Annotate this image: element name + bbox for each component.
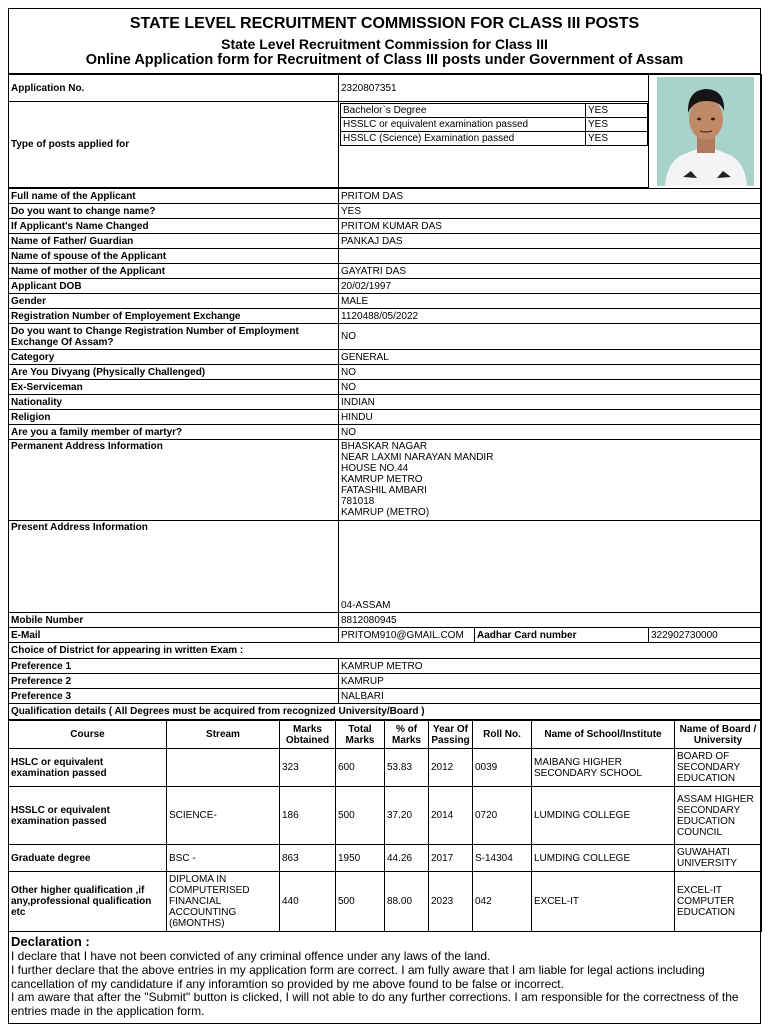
qualification-row (9, 872, 762, 932)
field-label: Category (9, 350, 339, 365)
qualification-board: GUWAHATI UNIVERSITY (675, 845, 762, 872)
post-value: YES (586, 118, 648, 132)
district-heading: Choice of District for appearing in written Exam : (9, 643, 762, 659)
qualification-heading-row (9, 704, 762, 720)
posts-cell (339, 102, 649, 188)
qualification-roll: S-14304 (473, 845, 532, 872)
commission-title: STATE LEVEL RECRUITMENT COMMISSION FOR CLASS III POSTS (129, 15, 640, 32)
qualification-marks: 186 (280, 787, 336, 845)
field-value: NO (339, 365, 762, 380)
qualification-pct: 53.83 (385, 749, 429, 787)
field-value: MALE (339, 294, 762, 309)
qualification-year: 2014 (429, 787, 473, 845)
aadhar-label: Aadhar Card number (475, 628, 649, 643)
field-label: If Applicant's Name Changed (9, 219, 339, 234)
field-row (9, 380, 762, 395)
qualification-total: 500 (336, 872, 385, 932)
address-line: NEAR LAXMI NARAYAN MANDIR (341, 452, 494, 463)
post-name: HSSLC (Science) Examination passed (341, 132, 586, 146)
field-value: 20/02/1997 (339, 279, 762, 294)
posts-label: Type of posts applied for (9, 102, 339, 188)
field-row (9, 234, 762, 249)
applicant-photo (657, 77, 754, 186)
applicant-details-table (8, 74, 762, 720)
qualification-pct: 44.26 (385, 845, 429, 872)
aadhar-value: 322902730000 (649, 628, 762, 643)
qualification-table (8, 720, 762, 932)
qualification-column-header: Stream (167, 721, 280, 749)
qualification-marks: 323 (280, 749, 336, 787)
field-value: NO (339, 324, 762, 350)
permanent-address-value (339, 440, 762, 521)
field-label: Name of mother of the Applicant (9, 264, 339, 279)
field-row (9, 309, 762, 324)
field-label: Name of spouse of the Applicant (9, 249, 339, 264)
qualification-course: Other higher qualification ,if any,professional qualification etc (9, 872, 167, 932)
field-row (9, 219, 762, 234)
present-address-value: 04-ASSAM (339, 521, 762, 613)
qualification-column-header: Name of Board / University (675, 721, 762, 749)
qualification-course: HSLC or equivalent examination passed (9, 749, 167, 787)
qualification-pct: 37.20 (385, 787, 429, 845)
email-row (9, 628, 762, 643)
present-address-label: Present Address Information (9, 521, 339, 613)
qualification-row (9, 749, 762, 787)
qualification-stream (167, 749, 280, 787)
declaration-section (9, 932, 760, 1022)
district-heading-row (9, 643, 762, 659)
qualification-column-header: Course (9, 721, 167, 749)
field-label: Full name of the Applicant (9, 189, 339, 204)
qualification-marks: 863 (280, 845, 336, 872)
declaration-line: I further declare that the above entries in my application form are correct. I am fully aware that I am liable for legal actions including cancellation of my candidature if any inforamtion so provided by me above found to be false or incorrect. (11, 962, 705, 991)
field-value: HINDU (339, 410, 762, 425)
qualification-total: 500 (336, 787, 385, 845)
declaration-line: I declare that I have not been convicted of any criminal offence under any laws of the land. (11, 948, 491, 963)
qualification-year: 2017 (429, 845, 473, 872)
district-preference-row (9, 689, 762, 704)
field-value: INDIAN (339, 395, 762, 410)
qualification-row (9, 845, 762, 872)
field-value: YES (339, 204, 762, 219)
post-value: YES (586, 132, 648, 146)
post-row (341, 132, 648, 146)
qualification-marks: 440 (280, 872, 336, 932)
field-value: PRITOM KUMAR DAS (339, 219, 762, 234)
app-no-label: Application No. (9, 75, 339, 102)
field-value: NO (339, 425, 762, 440)
field-value: NO (339, 380, 762, 395)
mobile-row (9, 613, 762, 628)
field-row (9, 204, 762, 219)
post-value: YES (586, 104, 648, 118)
preference-label: Preference 2 (9, 674, 339, 689)
field-value: 1120488/05/2022 (339, 309, 762, 324)
mobile-value: 8812080945 (339, 613, 762, 628)
qualification-roll: 042 (473, 872, 532, 932)
preference-label: Preference 1 (9, 659, 339, 674)
declaration-line: I am aware that after the "Submit" button is clicked, I will not able to do any further corrections. I am responsible for the correctness of the entries made in the application form. (11, 990, 739, 1019)
qualification-board: EXCEL-IT COMPUTER EDUCATION (675, 872, 762, 932)
district-preference-row (9, 659, 762, 674)
field-value: GAYATRI DAS (339, 264, 762, 279)
field-label: Are You Divyang (Physically Challenged) (9, 365, 339, 380)
form-header (9, 9, 760, 74)
district-preference-row (9, 674, 762, 689)
field-row (9, 324, 762, 350)
qualification-school: LUMDING COLLEGE (532, 787, 675, 845)
field-label: Are you a family member of martyr? (9, 425, 339, 440)
qualification-school: LUMDING COLLEGE (532, 845, 675, 872)
qualification-school: MAIBANG HIGHER SECONDARY SCHOOL (532, 749, 675, 787)
qualification-course: Graduate degree (9, 845, 167, 872)
address-line: FATASHIL AMBARI (341, 485, 427, 496)
address-line: KAMRUP (METRO) (341, 507, 430, 518)
declaration-heading: Declaration : (11, 934, 90, 949)
qualification-pct: 88.00 (385, 872, 429, 932)
email-value: PRITOM910@GMAIL.COM (339, 628, 475, 643)
field-value: PRITOM DAS (339, 189, 762, 204)
field-row (9, 264, 762, 279)
qualification-board: BOARD OF SECONDARY EDUCATION (675, 749, 762, 787)
application-form (8, 8, 761, 1024)
field-row (9, 425, 762, 440)
field-label: Do you want to change name? (9, 204, 339, 219)
qualification-total: 1950 (336, 845, 385, 872)
qualification-column-header: % of Marks (385, 721, 429, 749)
qualification-column-header: Total Marks (336, 721, 385, 749)
address-line: 781018 (341, 496, 375, 507)
qualification-stream: BSC - (167, 845, 280, 872)
qualification-school: EXCEL-IT (532, 872, 675, 932)
field-label: Name of Father/ Guardian (9, 234, 339, 249)
commission-subtitle: State Level Recruitment Commission for Class III (221, 35, 548, 52)
field-row (9, 410, 762, 425)
photo-cell (649, 75, 762, 189)
post-row (341, 104, 648, 118)
mobile-label: Mobile Number (9, 613, 339, 628)
qualification-column-header: Name of School/Institute (532, 721, 675, 749)
field-value: GENERAL (339, 350, 762, 365)
field-label: Ex-Serviceman (9, 380, 339, 395)
field-label: Religion (9, 410, 339, 425)
post-name: Bachelor`s Degree (341, 104, 586, 118)
qualification-column-header: Marks Obtained (280, 721, 336, 749)
posts-table (340, 103, 648, 146)
qualification-course: HSSLC or equivalent examination passed (9, 787, 167, 845)
qualification-heading: Qualification details ( All Degrees must be acquired from recognized University/Board ) (9, 704, 762, 720)
post-name: HSSLC or equivalent examination passed (341, 118, 586, 132)
form-title: Online Application form for Recruitment of Class III posts under Government of Assam (85, 51, 684, 68)
qualification-column-header: Roll No. (473, 721, 532, 749)
preference-value: KAMRUP METRO (339, 659, 762, 674)
qualification-roll: 0039 (473, 749, 532, 787)
present-address-row (9, 521, 762, 613)
app-no-value: 2320807351 (339, 75, 649, 102)
field-row (9, 279, 762, 294)
email-label: E-Mail (9, 628, 339, 643)
preference-label: Preference 3 (9, 689, 339, 704)
preference-value: KAMRUP (339, 674, 762, 689)
qualification-total: 600 (336, 749, 385, 787)
qualification-row (9, 787, 762, 845)
qualification-board: ASSAM HIGHER SECONDARY EDUCATION COUNCIL (675, 787, 762, 845)
applicant-photo-image (657, 77, 754, 186)
address-line: BHASKAR NAGAR (341, 441, 428, 452)
qualification-stream: SCIENCE- (167, 787, 280, 845)
field-value: PANKAJ DAS (339, 234, 762, 249)
field-row (9, 189, 762, 204)
field-label: Applicant DOB (9, 279, 339, 294)
field-row (9, 249, 762, 264)
qualification-column-header: Year Of Passing (429, 721, 473, 749)
qualification-year: 2023 (429, 872, 473, 932)
permanent-address-label: Permanent Address Information (9, 440, 339, 521)
field-value (339, 249, 762, 264)
field-row (9, 294, 762, 309)
field-label: Gender (9, 294, 339, 309)
field-label: Nationality (9, 395, 339, 410)
qualification-stream: DIPLOMA IN COMPUTERISED FINANCIAL ACCOUNTING (6MONTHS) (167, 872, 280, 932)
address-line: HOUSE NO.44 (341, 463, 409, 474)
field-label: Do you want to Change Registration Number of Employment Exchange Of Assam? (9, 324, 339, 350)
field-row (9, 365, 762, 380)
permanent-address-row (9, 440, 762, 521)
qualification-roll: 0720 (473, 787, 532, 845)
post-row (341, 118, 648, 132)
field-label: Registration Number of Employement Exchange (9, 309, 339, 324)
field-row (9, 395, 762, 410)
qualification-year: 2012 (429, 749, 473, 787)
preference-value: NALBARI (339, 689, 762, 704)
address-line: KAMRUP METRO (341, 474, 423, 485)
field-row (9, 350, 762, 365)
